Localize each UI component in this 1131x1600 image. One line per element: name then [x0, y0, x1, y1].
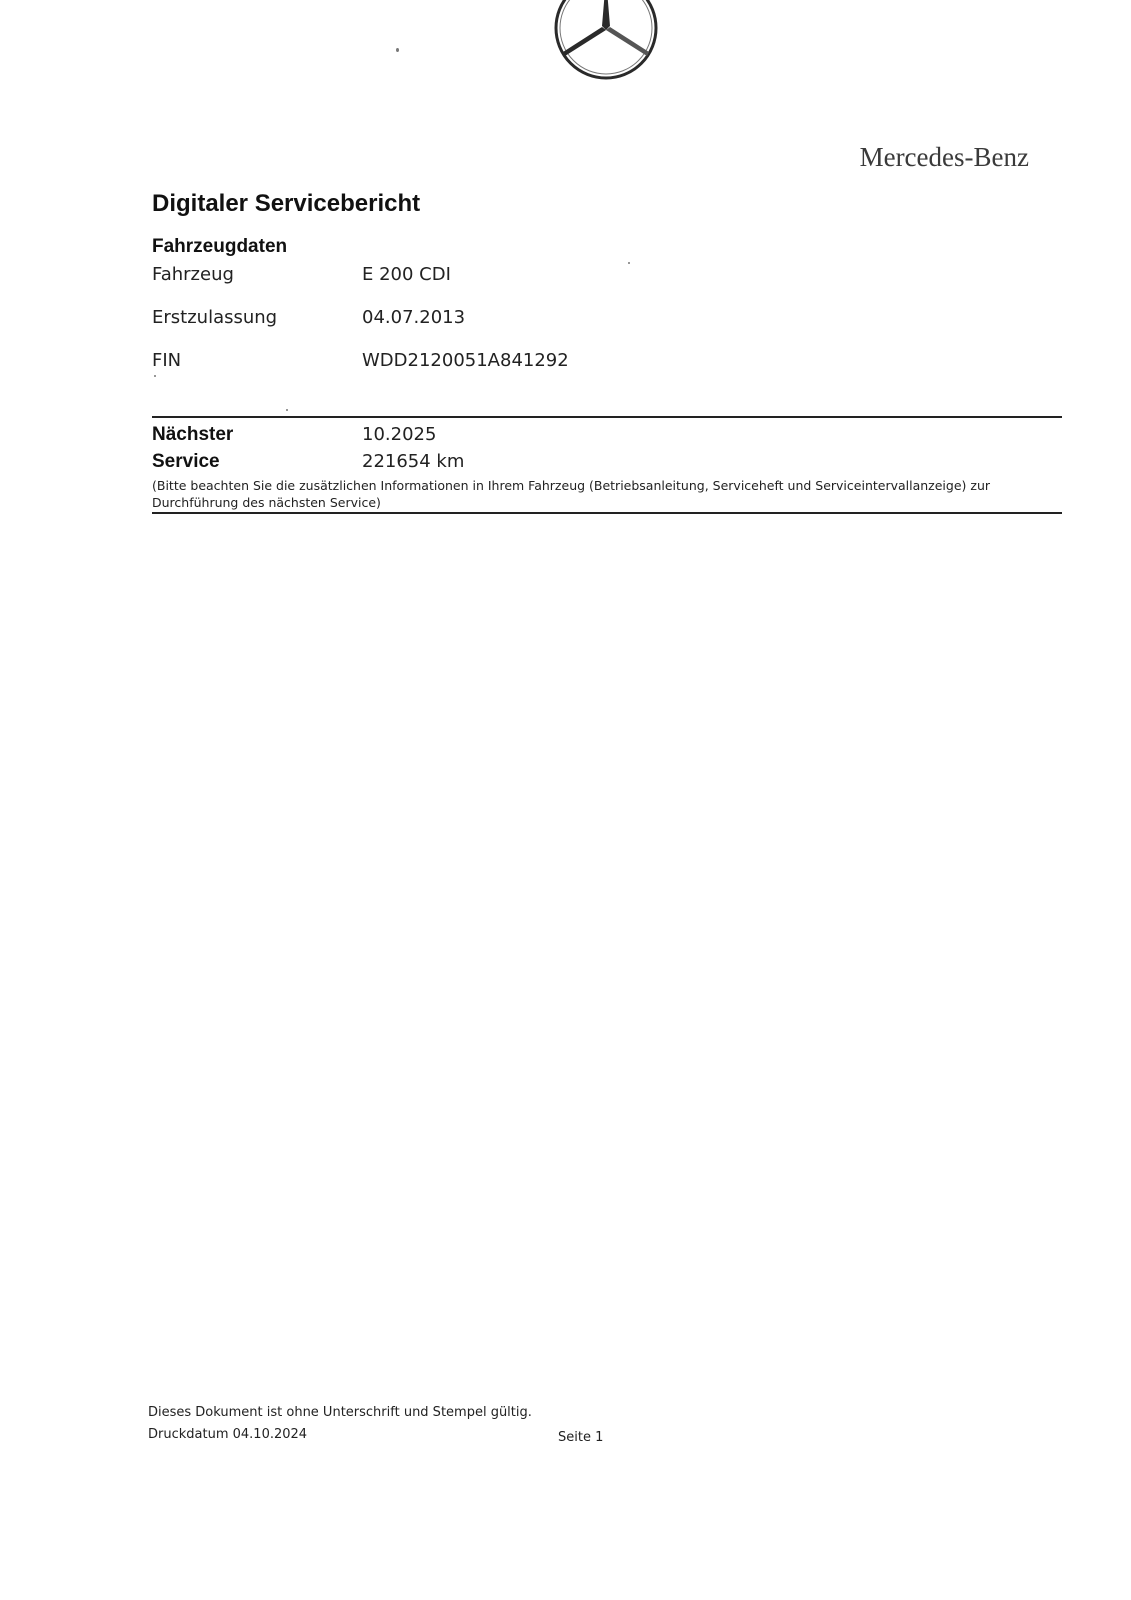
validity-note: Dieses Dokument ist ohne Unterschrift und Stempel gültig.	[148, 1405, 532, 1420]
next-service-mileage: 221654 km	[362, 451, 465, 472]
print-date: Druckdatum 04.10.2024	[148, 1427, 308, 1442]
vin-label: FIN	[152, 350, 182, 371]
three-pointed-star-icon	[552, 0, 660, 82]
scan-speck	[396, 48, 399, 52]
brand-wordmark: Mercedes-Benz	[859, 142, 1029, 172]
scan-speck	[628, 262, 630, 264]
divider-bottom	[152, 512, 1062, 514]
page-title: Digitaler Servicebericht	[152, 190, 421, 217]
vehicle-data-heading: Fahrzeugdaten	[152, 236, 288, 257]
next-service-date: 10.2025	[362, 424, 437, 445]
first-registration-value: 04.07.2013	[362, 307, 466, 328]
next-service-label-line2: Service	[152, 451, 220, 472]
next-service-label-line1: Nächster	[152, 424, 234, 445]
page-number: Seite 1	[558, 1430, 604, 1445]
scan-speck	[154, 375, 156, 377]
vin-value: WDD2120051A841292	[362, 350, 569, 371]
vehicle-label: Fahrzeug	[152, 264, 234, 285]
vehicle-value: E 200 CDI	[362, 264, 451, 285]
divider-top	[152, 416, 1062, 418]
first-registration-label: Erstzulassung	[152, 307, 278, 328]
next-service-note: (Bitte beachten Sie die zusätzlichen Informationen in Ihrem Fahrzeug (Betriebsanleitung, Serviceheft und Serviceintervallanzeige) zur Durchführung des nächsten Service)	[152, 478, 991, 510]
scan-speck	[286, 409, 288, 411]
